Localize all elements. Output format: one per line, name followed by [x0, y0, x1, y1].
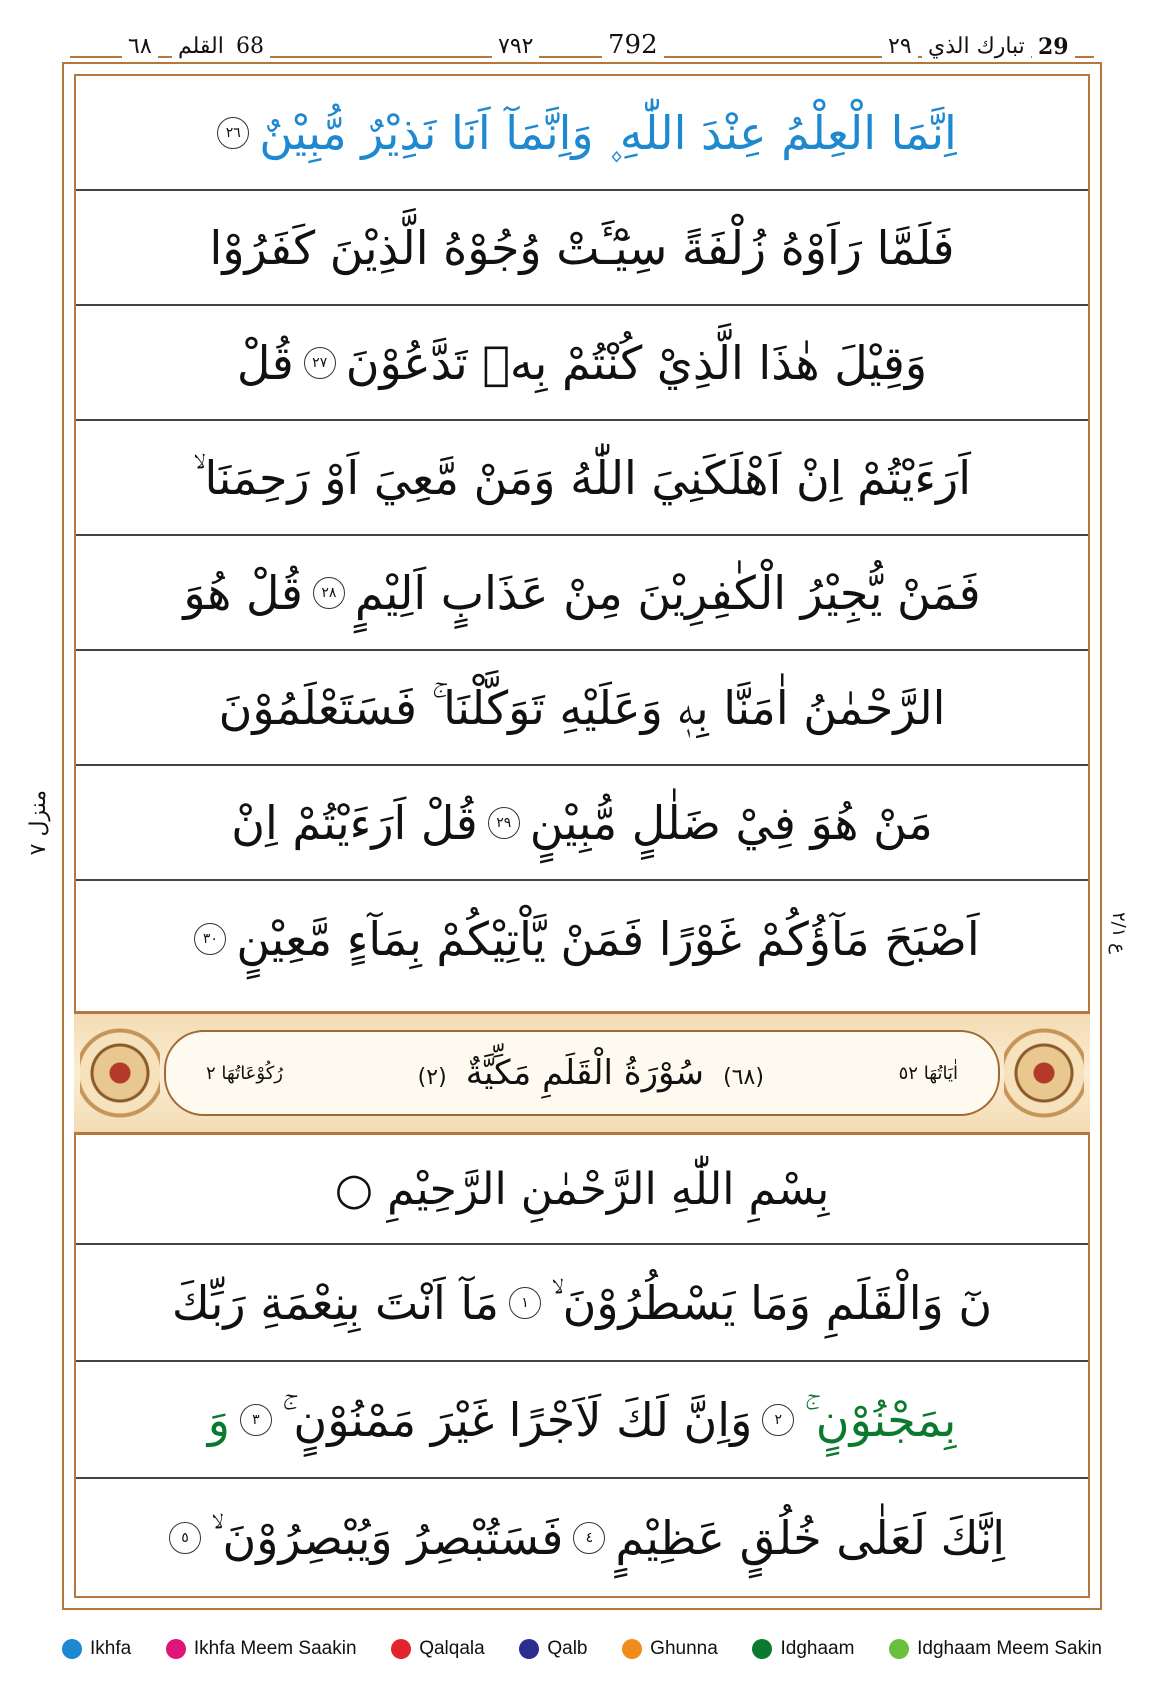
verse-text: اِنَّمَا الْعِلْمُ عِنْدَ اللّٰهِ ۪ وَاِنَّمَآ اَنَا نَذِيْرٌ مُّبِيْنٌ — [259, 105, 957, 160]
ayah-marker: ٣ — [240, 1404, 272, 1436]
juz-number: 29 — [1032, 34, 1075, 60]
color-dot-icon — [62, 1639, 82, 1659]
verse-text: وَقِيْلَ هٰذَا الَّذِيْ كُنْتُمْ بِهٖ تَدَّعُوْنَ — [345, 335, 928, 390]
ruku-marker: ع ٢/١ — [1108, 912, 1129, 954]
revelation-order: (٢) — [417, 1065, 447, 1090]
verse-text: اَصْبَحَ مَآؤُكُمْ غَوْرًا فَمَنْ يَّاْتِيْكُمْ بِمَآءٍ مَّعِيْنٍ — [236, 911, 980, 966]
verse-lines-bottom — [76, 1245, 1088, 1596]
verse-text-tail: قُلْ اَرَءَيْتُمْ اِنْ — [231, 795, 478, 850]
verse-text: اَرَءَيْتُمْ اِنْ اَهْلَكَنِيَ اللّٰهُ وَمَنْ مَّعِيَ اَوْ رَحِمَنَا ۙ — [192, 450, 972, 505]
legend-label: Qalb — [547, 1638, 588, 1659]
tajweed-legend — [62, 1634, 1102, 1664]
verse-text: بِمَجْنُوْنٍ ۚ — [804, 1392, 957, 1447]
surah-arabic-num: ٦٨ — [122, 34, 158, 59]
legend-label: Qalqala — [419, 1638, 485, 1659]
ayah-marker: ٢٦ — [217, 117, 249, 149]
ayah-marker: ٢ — [762, 1404, 794, 1436]
verse-text-tail: قُلْ هُوَ — [183, 565, 303, 620]
juz-arabic-name: تبارك الذي — [922, 34, 1031, 59]
ayat-count: اٰيَاتُهَا ٥٢ — [898, 1062, 958, 1084]
legend-label: Ikhfa — [90, 1638, 132, 1659]
ornament-icon — [1004, 1022, 1084, 1124]
legend-label: Idghaam — [780, 1638, 855, 1659]
verse-text-tail: فَسَتُبْصِرُ وَيُبْصِرُوْنَ ۙ — [210, 1510, 564, 1565]
ornament-icon — [80, 1022, 160, 1124]
ayah-marker: ٢٨ — [313, 577, 345, 609]
verse-line — [76, 76, 1088, 191]
verse-line — [76, 421, 1088, 536]
color-dot-icon — [752, 1639, 772, 1659]
ayah-marker: ٤ — [573, 1522, 605, 1554]
verse-text: مَنْ هُوَ فِيْ ضَلٰلٍ مُّبِيْنٍ — [529, 795, 933, 850]
verse-text-tail: وَاِنَّ لَكَ لَاَجْرًا غَيْرَ مَمْنُوْنٍ ۚ — [281, 1392, 753, 1447]
surah-index: (٦٨) — [723, 1065, 764, 1090]
page-arabic-number: ٧٩٢ — [492, 34, 539, 59]
surah-number: 68 — [230, 34, 270, 59]
surah-banner — [74, 1011, 1090, 1135]
ayah-marker: ٥ — [169, 1522, 201, 1554]
surah-arabic-name: القلم — [172, 34, 230, 59]
verse-line — [76, 1479, 1088, 1596]
color-dot-icon — [622, 1639, 642, 1659]
juz-arabic-num: ٢٩ — [882, 34, 918, 59]
verse-text: فَمَنْ يُّجِيْرُ الْكٰفِرِيْنَ مِنْ عَذَابٍ اَلِيْمٍ — [354, 565, 981, 620]
verse-line — [76, 1362, 1088, 1479]
ruku-count: رُكُوْعَاتُهَا ٢ — [206, 1062, 283, 1084]
legend-item-idghaam-meem-sakin — [889, 1638, 1102, 1660]
verse-text-tail: مَآ اَنْتَ بِنِعْمَةِ رَبِّكَ — [171, 1275, 500, 1330]
ayah-marker: ٢٩ — [488, 807, 520, 839]
verse-line — [76, 1245, 1088, 1362]
surah-title: سُوْرَةُ الْقَلَمِ مَكِّيَّةٌ — [465, 1053, 705, 1093]
legend-item-ghunna — [622, 1638, 718, 1660]
color-dot-icon — [391, 1639, 411, 1659]
legend-item-qalb — [519, 1638, 587, 1660]
bismillah — [76, 1135, 1088, 1245]
manzil-marker: منزل ٧ — [26, 790, 51, 856]
ayah-marker: ٣٠ — [194, 923, 226, 955]
ayah-marker: ١ — [509, 1287, 541, 1319]
verse-text-tail: وَ — [207, 1392, 230, 1447]
surah-title-group — [404, 1053, 778, 1093]
ayah-marker: ٢٧ — [304, 347, 336, 379]
legend-item-ikhfa-meem-saakin — [166, 1638, 357, 1660]
legend-label: Idghaam Meem Sakin — [917, 1638, 1102, 1659]
legend-label: Ikhfa Meem Saakin — [193, 1638, 357, 1659]
legend-item-idghaam — [752, 1638, 854, 1660]
page-number: 792 — [602, 30, 664, 60]
banner-panel — [164, 1030, 1000, 1116]
verse-line — [76, 536, 1088, 651]
verse-text: نٓ وَالْقَلَمِ وَمَا يَسْطُرُوْنَ ۙ — [551, 1275, 993, 1330]
legend-label: Ghunna — [650, 1638, 718, 1659]
color-dot-icon — [889, 1639, 909, 1659]
verse-line — [76, 651, 1088, 766]
verse-line — [76, 191, 1088, 306]
legend-item-ikhfa — [62, 1638, 131, 1660]
color-dot-icon — [166, 1639, 186, 1659]
verse-text-tail: قُلْ — [236, 335, 294, 390]
bismillah-text: بِسْمِ اللّٰهِ الرَّحْمٰنِ الرَّحِيْمِ ○ — [334, 1163, 830, 1215]
verse-text: فَلَمَّا رَاَوْهُ زُلْفَةً سِيْٓـَٔتْ وُجُوْهُ الَّذِيْنَ كَفَرُوْا — [209, 220, 955, 275]
page-header — [62, 30, 1102, 64]
verse-line — [76, 306, 1088, 421]
verse-lines-top — [76, 76, 1088, 996]
legend-item-qalqala — [391, 1638, 485, 1660]
verse-line — [76, 881, 1088, 996]
verse-text: اِنَّكَ لَعَلٰى خُلُقٍ عَظِيْمٍ — [615, 1510, 1006, 1565]
color-dot-icon — [519, 1639, 539, 1659]
verse-line — [76, 766, 1088, 881]
verse-text: الرَّحْمٰنُ اٰمَنَّا بِهٖ وَعَلَيْهِ تَوَكَّلْنَا ۚ فَسَتَعْلَمُوْنَ — [218, 680, 946, 735]
